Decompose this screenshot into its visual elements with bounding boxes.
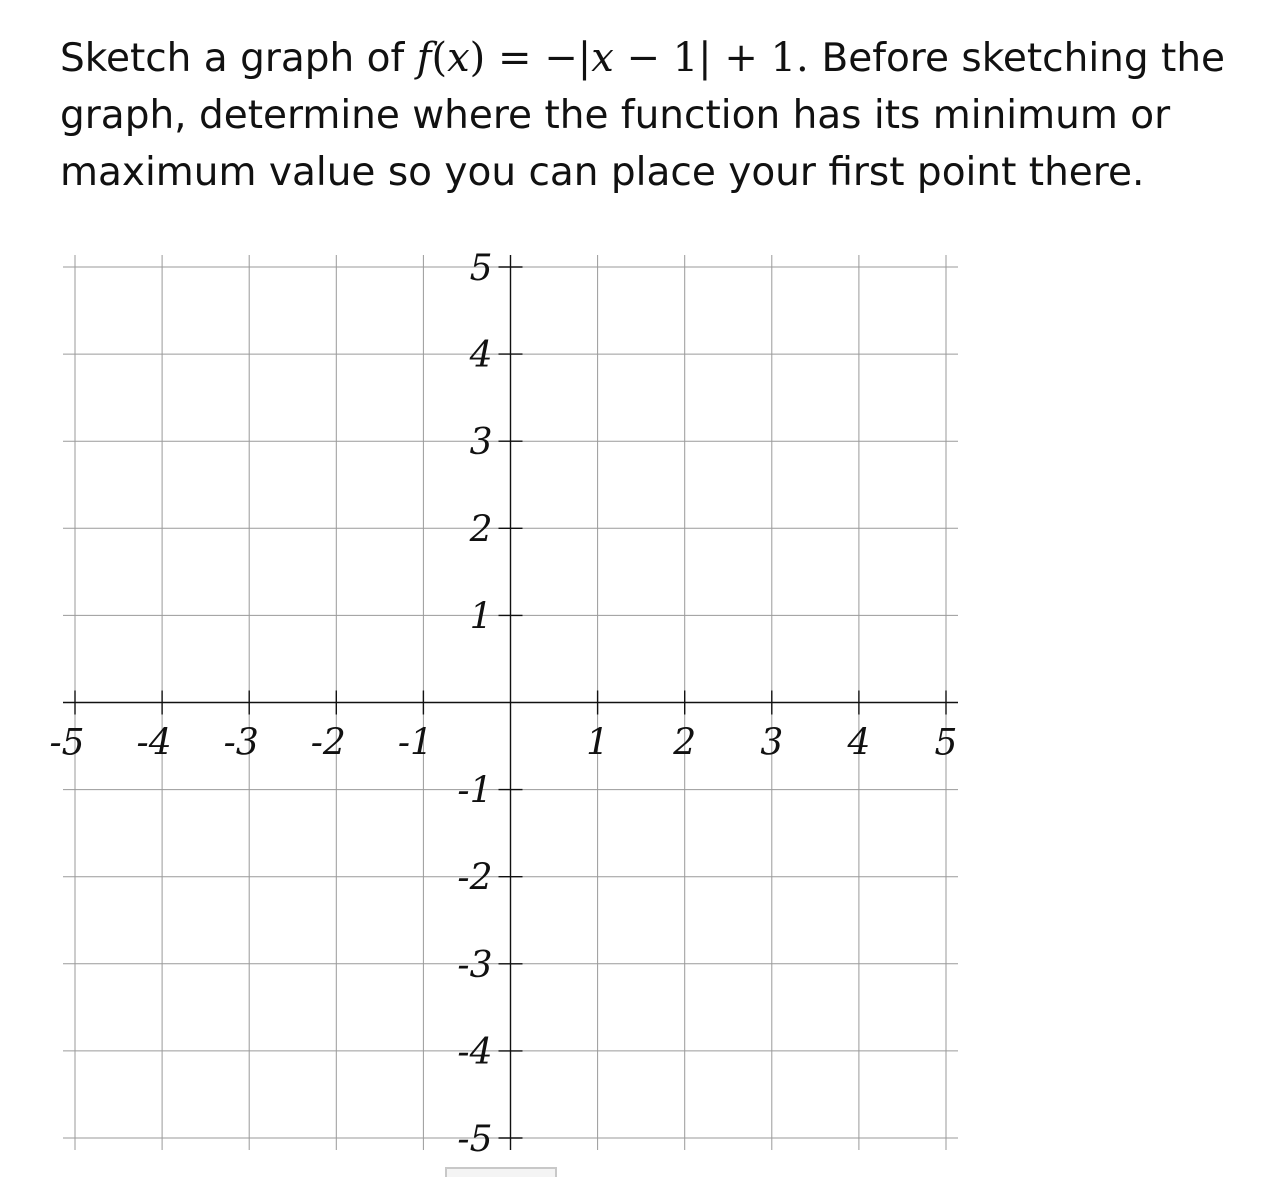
y-tick-label: -4: [457, 1031, 493, 1073]
x-tick-label: 2: [673, 722, 697, 764]
y-tick-label: 4: [469, 335, 493, 377]
x-tick-label: 5: [934, 722, 958, 764]
y-tick-label: -1: [457, 770, 493, 812]
x-tick-label: 3: [760, 722, 784, 764]
y-tick-label: -5: [457, 1119, 493, 1160]
y-tick-label: -3: [457, 944, 493, 986]
y-tick-label: -2: [457, 857, 493, 899]
question-text-before: Sketch a graph of: [60, 36, 405, 81]
y-tick-label: 2: [469, 509, 493, 551]
x-tick-label: 4: [847, 722, 871, 764]
y-tick-label: 5: [469, 248, 493, 289]
y-tick-label: 3: [469, 422, 493, 464]
x-tick-label: -1: [397, 722, 433, 764]
graph-tool-tab[interactable]: [445, 1167, 557, 1177]
x-tick-label: -3: [223, 722, 259, 764]
x-tick-label: -5: [49, 722, 85, 764]
tick-labels: [49, 248, 957, 1160]
x-tick-label: -2: [310, 722, 346, 764]
question-text-after: Before sketching the graph, determine where the function has its minimum or maximum value so you can place your first point there.: [60, 36, 1226, 195]
x-tick-label: 1: [586, 722, 610, 764]
x-tick-label: -4: [136, 722, 172, 764]
axes: [63, 255, 958, 1150]
y-tick-label: 1: [469, 596, 493, 638]
function-expression: f(x) = −|x − 1| + 1.: [416, 35, 809, 81]
